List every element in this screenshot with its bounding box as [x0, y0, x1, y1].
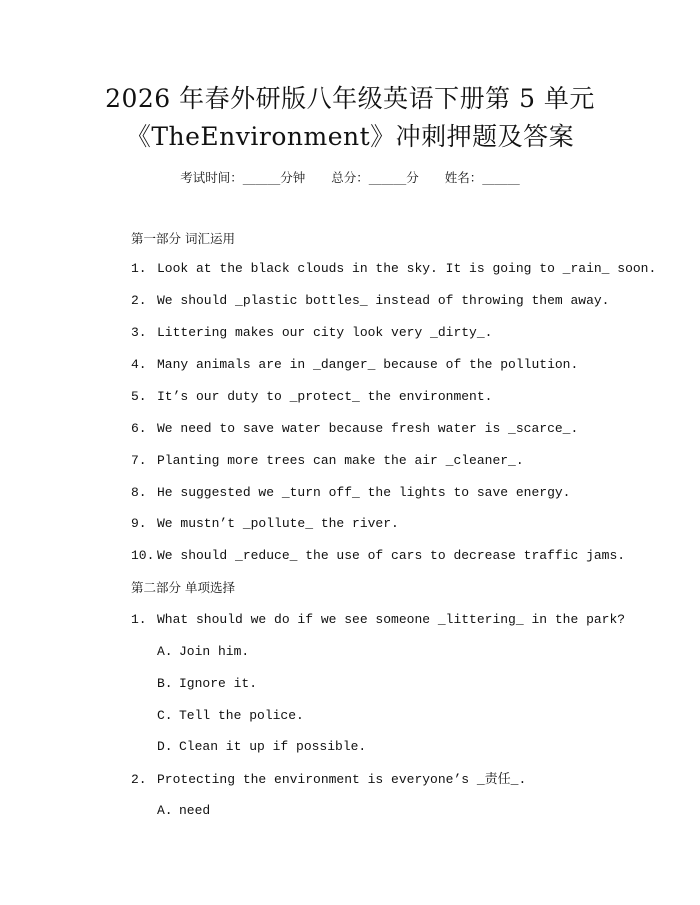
option-text: Join him.	[179, 644, 250, 659]
option-letter: A.	[157, 644, 173, 659]
item-text: He suggested we _turn off_ the lights to save energy.	[157, 485, 571, 500]
option-letter: D.	[157, 739, 173, 754]
option-a	[157, 642, 249, 662]
item-number: 2.	[131, 293, 147, 308]
option-text: need	[179, 803, 211, 818]
item-text: It’s our duty to _protect_ the environment.	[157, 389, 493, 404]
question-2	[131, 770, 526, 790]
question-1	[131, 610, 625, 630]
item-number: 6.	[131, 421, 147, 436]
item-text: We should _reduce_ the use of cars to decrease traffic jams.	[157, 548, 626, 563]
question-number: 2.	[131, 772, 147, 787]
option-letter: B.	[157, 676, 173, 691]
part1-item	[131, 323, 492, 343]
item-number: 1.	[131, 261, 147, 276]
part1-item	[131, 514, 399, 534]
part1-item	[131, 419, 578, 439]
item-number: 3.	[131, 325, 147, 340]
question-text: Protecting the environment is everyone’s _责任_.	[157, 772, 527, 787]
exam-time-label: 考试时间：______分钟	[180, 170, 306, 185]
option-d	[157, 737, 366, 757]
total-score-label: 总分：______分	[331, 170, 419, 185]
document-title-line-2: 《TheEnvironment》冲刺押题及答案	[125, 122, 575, 151]
exam-info	[0, 168, 700, 188]
option-letter: C.	[157, 708, 173, 723]
item-text: Littering makes our city look very _dirty_.	[157, 325, 493, 340]
item-text: Planting more trees can make the air _cleaner_.	[157, 453, 524, 468]
item-number: 4.	[131, 357, 147, 372]
part1-item	[131, 259, 656, 279]
option-b	[157, 674, 257, 694]
question-text: What should we do if we see someone _littering_ in the park?	[157, 612, 626, 627]
option-text: Tell the police.	[179, 708, 304, 723]
item-number: 10.	[131, 548, 155, 563]
part1-item	[131, 483, 570, 503]
item-text: We mustn’t _pollute_ the river.	[157, 516, 399, 531]
option-c	[157, 706, 304, 726]
option-a	[157, 801, 210, 821]
option-text: Ignore it.	[179, 676, 258, 691]
part1-item	[131, 387, 492, 407]
student-name-label: 姓名：______	[444, 170, 520, 185]
item-text: We should _plastic bottles_ instead of throwing them away.	[157, 293, 610, 308]
item-text: Many animals are in _danger_ because of the pollution.	[157, 357, 579, 372]
item-number: 5.	[131, 389, 147, 404]
question-number: 1.	[131, 612, 147, 627]
item-text: We need to save water because fresh water is _scarce_.	[157, 421, 579, 436]
part1-heading: 第一部分 词汇运用	[131, 231, 235, 246]
option-text: Clean it up if possible.	[179, 739, 367, 754]
item-number: 9.	[131, 516, 147, 531]
option-letter: A.	[157, 803, 173, 818]
part1-item	[131, 355, 578, 375]
document-title-line-1: 2026 年春外研版八年级英语下册第 5 单元	[105, 84, 595, 113]
part1-item	[131, 291, 609, 311]
item-number: 7.	[131, 453, 147, 468]
item-number: 8.	[131, 485, 147, 500]
part1-item	[131, 451, 524, 471]
item-text: Look at the black clouds in the sky. It is going to _rain_ soon.	[157, 261, 657, 276]
part2-heading: 第二部分 单项选择	[131, 580, 235, 595]
part1-item	[131, 546, 625, 566]
